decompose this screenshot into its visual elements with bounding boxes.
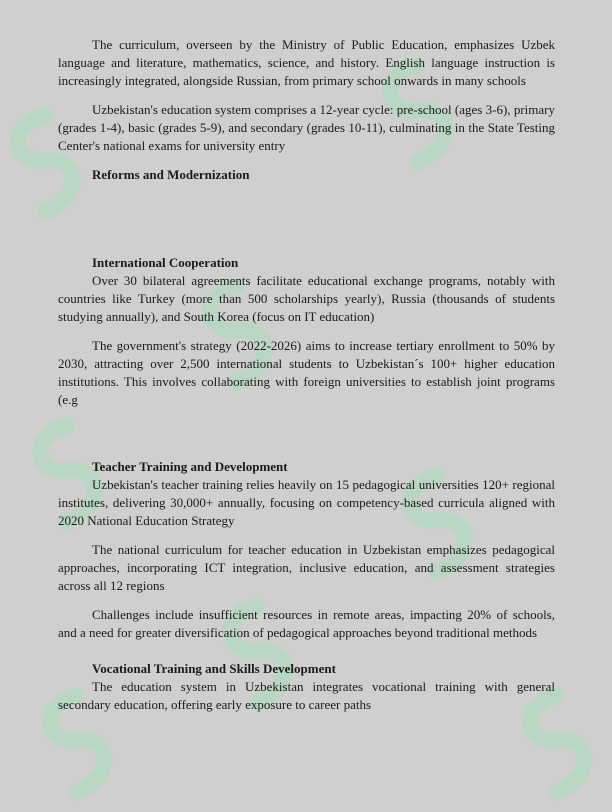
paragraph-government-strategy: The government's strategy (2022-2026) aims to increase tertiary enrollment to 50% by 2030, attracting over 2,500 international students to Uzbekistan´s 100+ higher education institutions. This involves collaborating with foreign universities to establish joint programs (e.g xyxy=(58,338,555,407)
document-page xyxy=(58,36,555,725)
heading-reforms: Reforms and Modernization xyxy=(92,167,250,182)
blank-space xyxy=(58,420,555,458)
paragraph-education-cycle: Uzbekistan's education system comprises a 12-year cycle: pre-school (ages 3-6), primary (grades 1-4), basic (grades 5-9), and secondary (grades 10-11), culminating in the State Testing Center's national exams for university entry xyxy=(58,102,555,153)
heading-international-cooperation: International Cooperation xyxy=(92,255,239,270)
paragraph-challenges: Challenges include insufficient resources in remote areas, impacting 20% of schools, and a need for greater diversification of pedagogical approaches beyond traditional methods xyxy=(58,607,555,640)
paragraph-curriculum: The curriculum, overseen by the Ministry of Public Education, emphasizes Uzbek language and literature, mathematics, science, and history. English language instruction is increasingly integrated, alongside Russian, from primary school onwards in many schools xyxy=(58,37,555,88)
paragraph-pedagogical-universities: Uzbekistan's teacher training relies heavily on 15 pedagogical universities 120+ regional institutes, delivering 30,000+ annually, focusing on competency-based curricula aligned with 2020 National Education Strategy xyxy=(58,477,555,528)
paragraph-national-curriculum: The national curriculum for teacher education in Uzbekistan emphasizes pedagogical approaches, incorporating ICT integration, inclusive education, and assessment strategies across all 12 regions xyxy=(58,542,555,593)
paragraph-bilateral-agreements: Over 30 bilateral agreements facilitate educational exchange programs, notably with countries like Turkey (more than 500 scholarships yearly), Russia (thousands of students studying annually), and South Korea (focus on IT education) xyxy=(58,273,555,324)
paragraph-vocational: The education system in Uzbekistan integrates vocational training with general secondary education, offering early exposure to career paths xyxy=(58,679,555,712)
blank-space xyxy=(58,653,555,660)
heading-teacher-training: Teacher Training and Development xyxy=(92,459,288,474)
blank-space xyxy=(58,184,555,254)
heading-vocational-training: Vocational Training and Skills Development xyxy=(92,661,336,676)
